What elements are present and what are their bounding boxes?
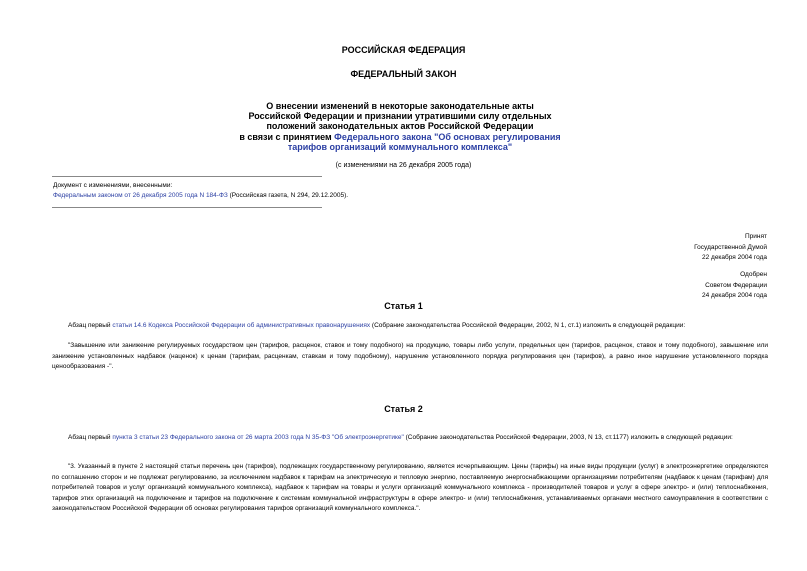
document-changes-box	[53, 181, 453, 201]
title-law-link-continued[interactable]: тарифов организаций коммунального комплекса"	[287, 141, 513, 152]
law-type-heading: ФЕДЕРАЛЬНЫЙ ЗАКОН	[350, 69, 457, 79]
title-line-2: Российской Федерации и признании утратившими силу отдельных	[248, 111, 552, 122]
country-heading: РОССИЙСКАЯ ФЕДЕРАЦИЯ	[341, 45, 466, 55]
adopted-date: 22 декабря 2004 года	[701, 254, 767, 261]
approved-body: Советом Федерации	[705, 281, 767, 289]
amendment-note: (с изменениями на 26 декабря 2005 года)	[335, 162, 472, 169]
title-line-5	[180, 142, 620, 152]
title-line-4-prefix: в связи с принятием	[239, 131, 335, 142]
approved-date: 24 декабря 2004 года	[701, 292, 767, 299]
article-1-intro-suffix: (Собрание законодательства Российской Федерации, 2002, N 1, ст.1) изложить в следующей редакции:	[370, 322, 686, 329]
article-1-reference-link[interactable]: статьи 14.6 Кодекса Российской Федерации об административных правонарушениях	[112, 322, 371, 329]
amending-law-link[interactable]: Федеральным законом от 26 декабря 2005 года N 184-ФЗ	[53, 192, 228, 199]
article-2-heading: Статья 2	[384, 404, 423, 414]
adopted-label: Принят	[744, 233, 767, 240]
adopted-block	[567, 232, 767, 264]
adopted-body: Государственной Думой	[694, 243, 767, 251]
article-2-quote: "3. Указанный в пункте 2 настоящей статьи перечень цен (тарифов), подлежащих государственному регулированию, является исчерпывающим. Цены (тарифы) на иные виды продукции (услуг) в электроэнергетике определяются по соглашению сторон и не подлежат регулированию, за исключением надбавок к тарифам на электрическую и тепловую энергию, поставляемую энергоснабжающими организациями потребителям (надбавок к ценам (тарифам) для потребителей товаров и услуг организаций коммунального комплекса), надбавок к тарифам на товары и услуги организаций коммунального комплекса - производителей товаров и услуг в сфере электро- и (или) теплоснабжения, тарифов этих организаций на подключение и тарифов на подключение к системам коммунальной инфраструктуры в сфере электро- и (или) теплоснабжения, устанавливаемых органами местного самоуправления в соответствии с законодательством Российской Федерации об основах регулирования тарифов организаций коммунального комплекса.".	[52, 463, 768, 512]
amending-law-source: (Российская газета, N 294, 29.12.2005).	[227, 192, 349, 199]
article-1-intro-prefix: Абзац первый	[68, 322, 113, 329]
article-2-reference-link[interactable]: пункта 3 статьи 23 Федерального закона от 26 марта 2003 года N 35-ФЗ "Об электроэнергетике"	[112, 434, 404, 441]
law-title	[180, 101, 620, 152]
article-2-intro	[52, 433, 768, 444]
article-1-heading: Статья 1	[384, 301, 423, 311]
approved-block	[567, 270, 767, 302]
article-2-intro-suffix: (Собрание законодательства Российской Федерации, 2003, N 13, ст.1177) изложить в следующей редакции:	[403, 434, 733, 441]
divider-top	[52, 176, 322, 177]
title-law-link[interactable]: Федерального закона "Об основах регулирования	[334, 131, 561, 142]
document-changes-label: Документ с изменениями, внесенными:	[53, 182, 173, 189]
title-line-1: О внесении изменений в некоторые законодательные акты	[266, 101, 534, 111]
article-1-quote: "Завышение или занижение регулируемых государством цен (тарифов, расценок, ставок и тому подобного) на продукцию, товары либо услуги, предельных цен (тарифов, расценок, ставок и тому подобного), завышение или занижение установленных надбавок (наценок) к ценам (тарифам, расценкам, ставкам и тому подобному), нарушение установленного порядка регулирования цен (тарифов), а равно иное нарушение установленного порядка ценообразования -".	[52, 342, 768, 370]
document-changes-entry	[53, 191, 453, 201]
title-line-3: положений законодательных актов Российской Федерации	[266, 121, 534, 132]
article-2-intro-prefix: Абзац первый	[68, 434, 113, 441]
title-line-4	[180, 132, 620, 142]
approved-label: Одобрен	[740, 271, 767, 278]
divider-bottom	[52, 207, 322, 208]
article-1-intro	[68, 321, 768, 332]
